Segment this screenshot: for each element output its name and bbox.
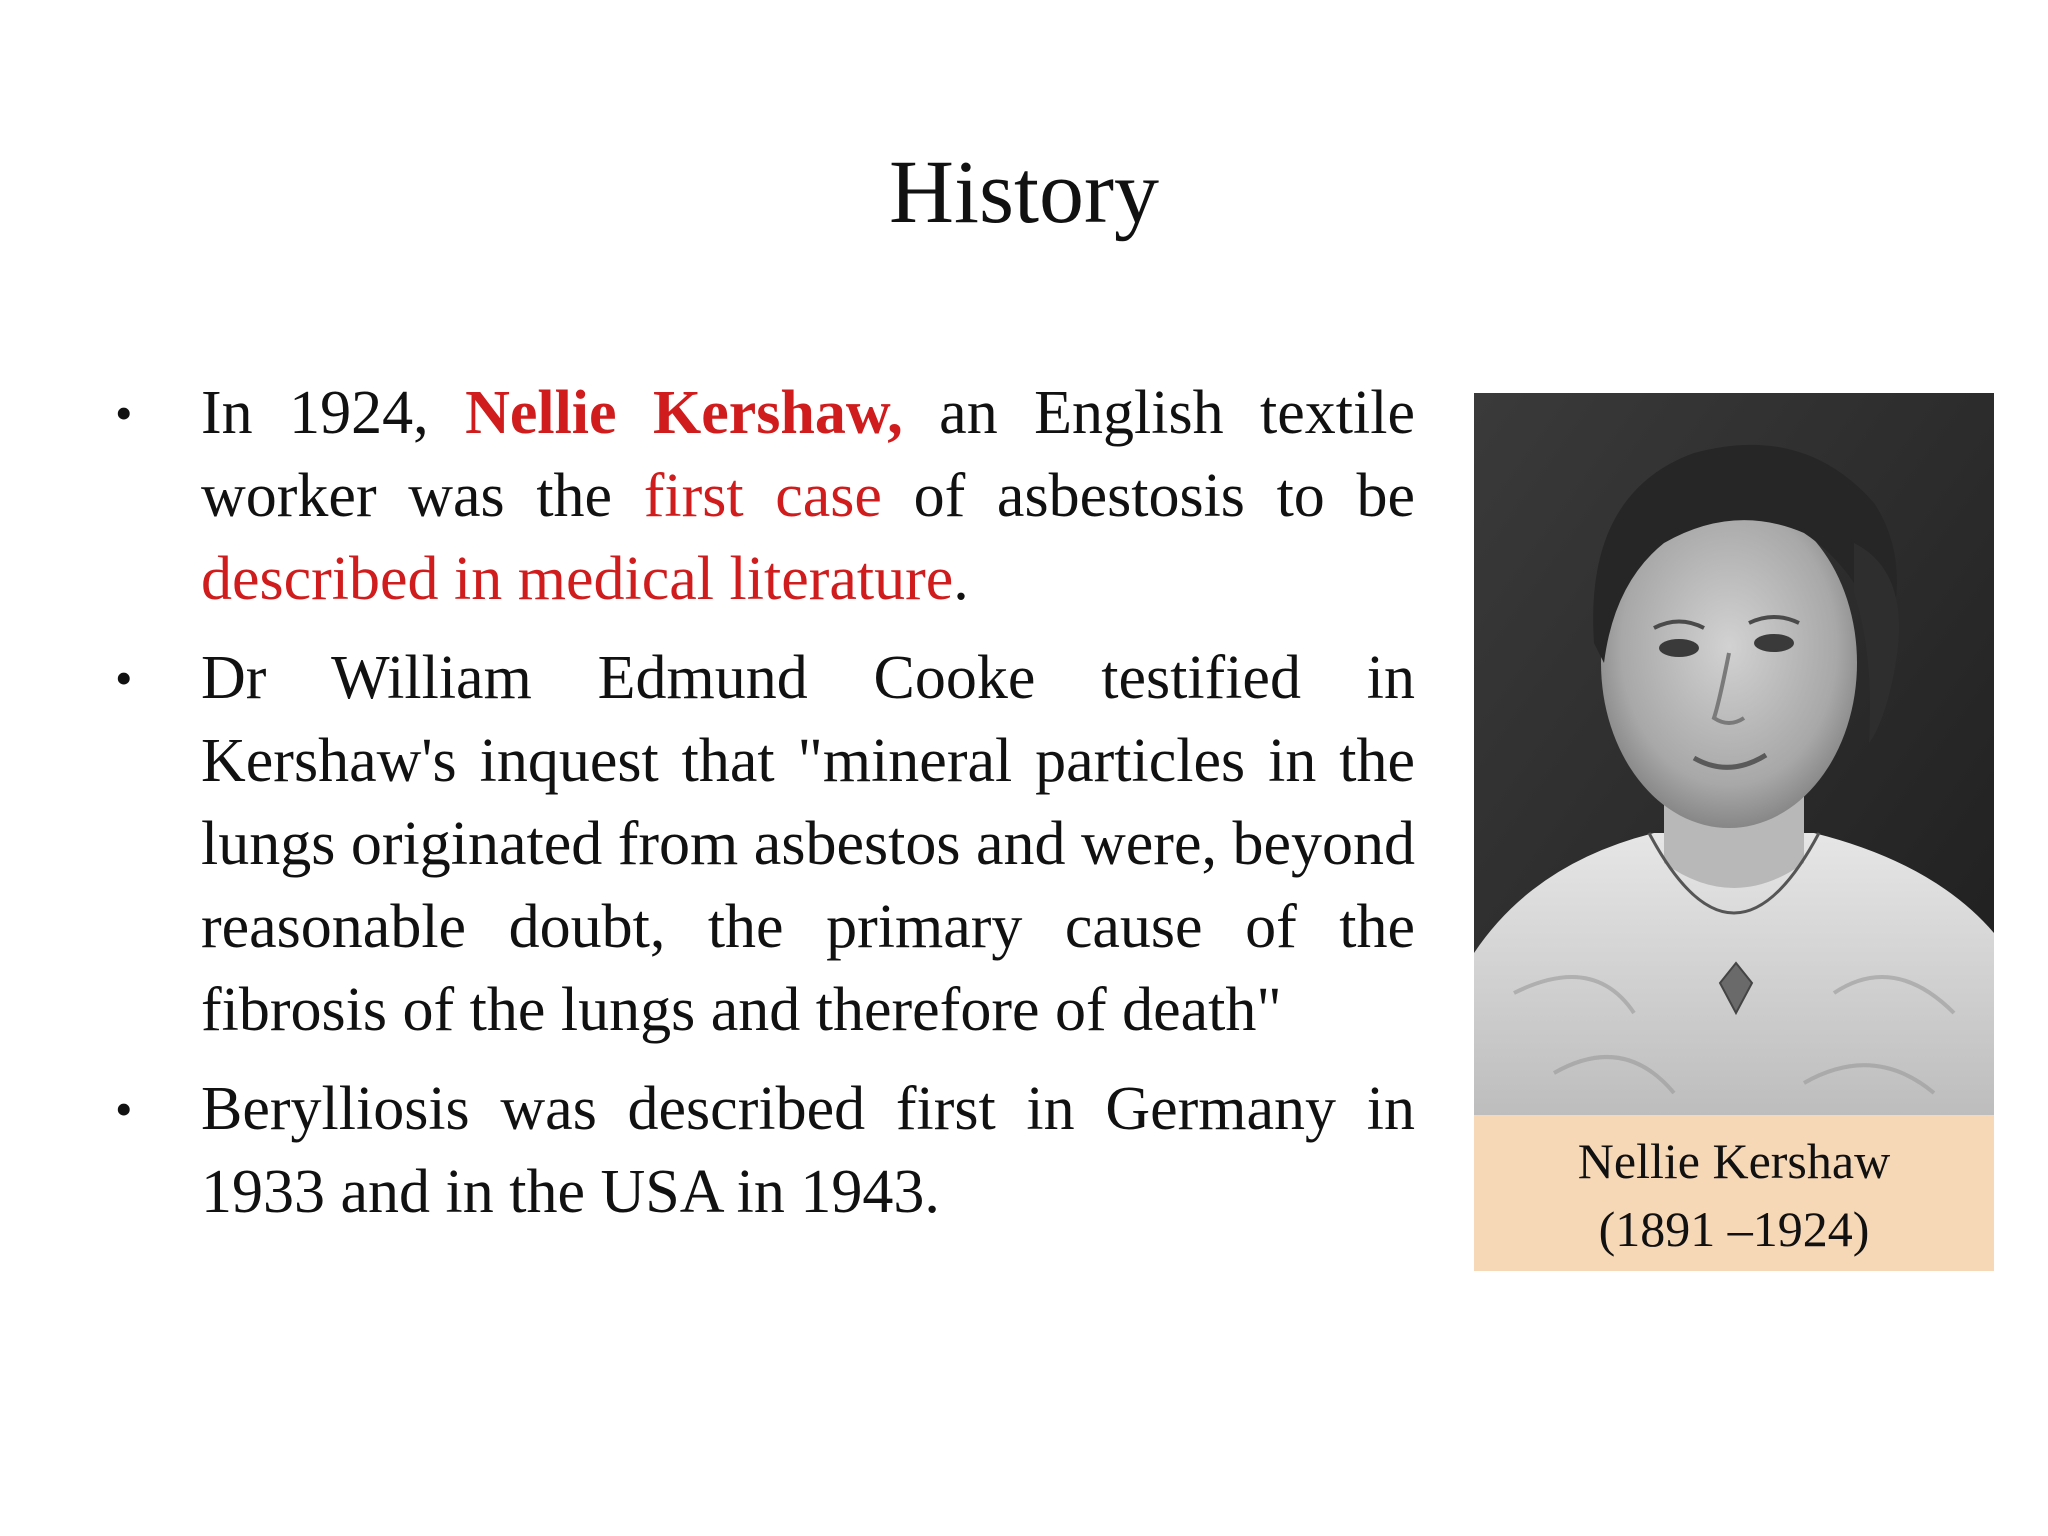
bullet-item-2 — [115, 637, 1415, 1052]
highlight-first-case: first case — [643, 462, 882, 530]
bullet-text: an English textile worker was the — [201, 379, 1415, 530]
bullet-text: of asbestosis to be — [881, 462, 1415, 530]
slide-title: History — [889, 143, 1159, 242]
portrait-caption — [1474, 1115, 1994, 1271]
bullet-text: . — [953, 545, 969, 613]
caption-name: Nellie Kershaw — [1577, 1133, 1891, 1189]
bullet-item-3 — [115, 1068, 1415, 1234]
bullet-list — [115, 372, 1415, 1250]
portrait-photo — [1474, 393, 1994, 1115]
highlight-name: Nellie Kershaw, — [465, 379, 903, 447]
highlight-literature: described in medical literature — [201, 545, 954, 613]
bullet-icon: • — [115, 1081, 133, 1137]
bullet-text: In 1924, — [201, 379, 466, 447]
bullet-icon: • — [115, 385, 133, 441]
bullet-text: Berylliosis was described first in Germany in 1933 and in the USA in 1943. — [201, 1075, 1415, 1226]
caption-years: (1891 –1924) — [1598, 1201, 1870, 1257]
bullet-icon: • — [115, 650, 133, 706]
bullet-text: Dr William Edmund Cooke testified in Kershaw's inquest that "mineral particles in the lungs originated from asbestos and were, beyond reasonable doubt, the primary cause of the fibrosis of the lungs and therefore of death" — [201, 644, 1415, 1044]
portrait-card — [1474, 393, 1994, 1271]
portrait-image — [1474, 393, 1994, 1115]
bullet-item-1 — [115, 372, 1415, 621]
